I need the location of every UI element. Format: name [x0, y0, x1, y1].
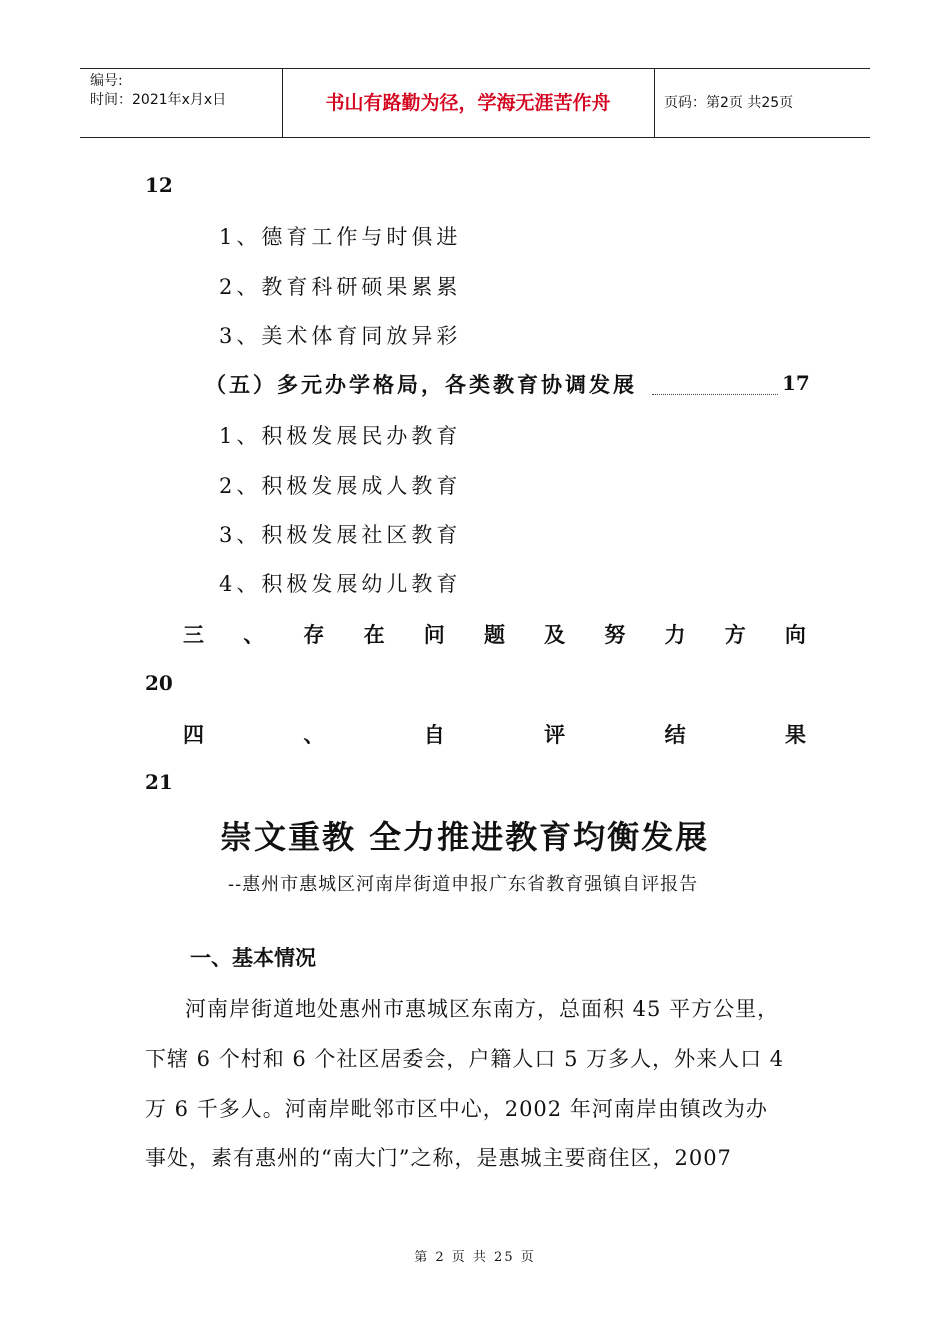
header-motto: 书山有路勤为径，学海无涯苦作舟: [282, 69, 655, 137]
paragraph-line: 河南岸街道地处惠州市惠城区东南方，总面积 45 平方公里，: [185, 997, 780, 1021]
toc-part-four-char: 自: [423, 722, 445, 747]
header-table: [80, 68, 870, 138]
toc-section-five[interactable]: （五）多元办学格局，各类教育协调发展: [205, 372, 637, 397]
toc-part-three-char: 努: [604, 622, 626, 647]
toc-part-three-char: 存: [303, 622, 325, 647]
paragraph-line: 万 6 千多人。河南岸毗邻市区中心，2002 年河南岸由镇改为办: [145, 1097, 768, 1121]
header-page-info: 页码：第2页 共25页: [664, 95, 794, 111]
toc-part-three[interactable]: [183, 619, 806, 649]
toc-part-four[interactable]: [183, 719, 806, 749]
header-info-cell: [80, 69, 283, 137]
toc-part-four-char: 果: [784, 722, 806, 747]
toc-dot-leader: [652, 394, 778, 395]
toc-part-four-page: 21: [145, 770, 173, 794]
toc-entry[interactable]: 1、积极发展民办教育: [219, 424, 462, 448]
toc-entry[interactable]: 4、积极发展幼儿教育: [219, 572, 462, 596]
toc-part-four-char: 评: [544, 722, 566, 747]
toc-entry[interactable]: 2、教育科研硕果累累: [219, 275, 462, 299]
toc-part-three-char: 三: [183, 622, 204, 647]
report-subtitle: --惠州市惠城区河南岸街道申报广东省教育强镇自评报告: [228, 874, 699, 895]
toc-part-three-char: 方: [724, 622, 746, 647]
section-heading-basic-info: 一、基本情况: [190, 946, 316, 970]
toc-part-four-char: 结: [664, 722, 686, 747]
report-title: 崇文重教 全力推进教育均衡发展: [220, 818, 710, 856]
toc-entry[interactable]: 3、积极发展社区教育: [219, 523, 462, 547]
toc-section-five-page: 17: [782, 371, 810, 395]
toc-part-four-char: 、: [303, 722, 325, 747]
page-footer: 第 2 页 共 25 页: [414, 1250, 536, 1265]
toc-part-three-char: 题: [483, 622, 505, 647]
toc-entry[interactable]: 3、美术体育同放异彩: [219, 324, 462, 348]
document-number-label: 编号:: [90, 73, 123, 89]
toc-part-three-char: 向: [784, 622, 806, 647]
toc-part-three-page: 20: [145, 671, 173, 695]
toc-part-three-char: 在: [363, 622, 385, 647]
toc-part-three-char: 问: [423, 622, 445, 647]
toc-part-four-char: 四: [183, 722, 204, 747]
toc-part-three-char: 及: [544, 622, 566, 647]
toc-entry[interactable]: 1、德育工作与时俱进: [219, 225, 462, 249]
paragraph-line: 下辖 6 个村和 6 个社区居委会，户籍人口 5 万多人，外来人口 4: [145, 1047, 785, 1071]
paragraph-line: 事处，素有惠州的“南大门”之称，是惠城主要商住区，2007: [145, 1146, 732, 1170]
toc-entry[interactable]: 2、积极发展成人教育: [219, 474, 462, 498]
toc-part-three-char: 力: [664, 622, 686, 647]
document-time-label: 时间：2021年x月x日: [90, 92, 227, 108]
toc-part-three-char: 、: [243, 622, 265, 647]
toc-continued-page-number: 12: [145, 173, 173, 197]
